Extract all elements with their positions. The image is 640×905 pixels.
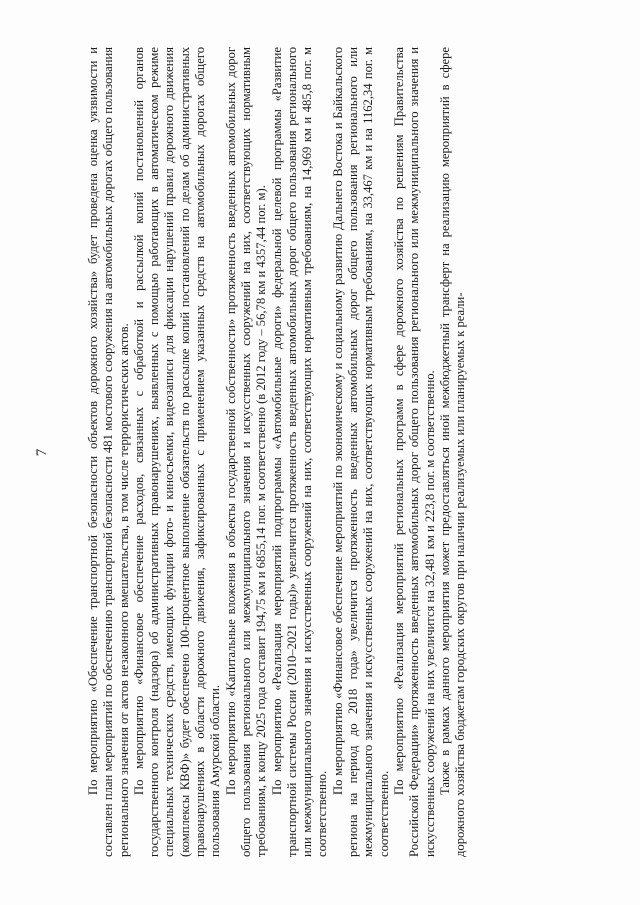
paragraph-far-east-development: По мероприятию «Финансовое обеспечение мероприятий по экономическому и социальному развитию Дальнего Востока и Байкальского региона на период до 2018 года» увеличится протяженность введенных автомобильных дорог общего пользования регионального или межмуниципального значения и искусственных сооружений на них, соответствующих нормативным требованиям, на 33,467 км и на 1162,34 пог. м соответственно.: [330, 47, 391, 857]
paragraph-transport-security: По мероприятию «Обеспечение транспортной безопасности объектов дорожного хозяйства» будет проведена оценка уязвимости и составлен план мероприятий по обеспечению транспортной безопасности 481 мостового сооружения на автомобильных дорогах общего пользования регионального значения от актов незаконного вмешательства, в том числе террористических актов.: [86, 47, 131, 857]
page-number: 7: [34, 448, 50, 457]
paragraph-regional-programs: По мероприятию «Реализация мероприятий региональных программ в сфере дорожного хозяйства по решениям Правительства Российской Федерации» протяженность введенных автомобильных дорог общего пользования регионального или межмуниципального значения и искусственных сооружений на них увеличится на 32,481 км и 223,8 пог. м соответственно.: [391, 47, 437, 857]
paragraph-capital-investments: По мероприятию «Капитальные вложения в объекты государственной собственности» протяженность введенных автомобильных дорог общего пользования регионального или межмуниципального значения и искусственных сооружений на них, соответствующих нормативным требованиям, к концу 2025 года составит 194,75 км и 6855,14 пог. м соответственно (в 2012 году – 56,78 км и 4357,44 пог. м).: [223, 47, 269, 857]
document-body: [86, 47, 468, 857]
paragraph-kvf-financing: По мероприятию «Финансовое обеспечение расходов, связанных с обработкой и рассылкой копий постановлений органов государственного контроля (надзора) об административных правонарушениях, выявленных с помощью работающих в автоматическом режиме специальных технических средств, имеющих функции фото- и киносъемки, видеозаписи для фиксации нарушений правил дорожного движения (комплексы КВФ)» будет обеспечено 100-процентное выполнение обязательств по рассылке копий постановлений по делам об административных правонарушениях в области дорожного движения, зафиксированных с применением указанных средств на автомобильных дорогах общего пользования Амурской области.: [131, 47, 223, 857]
paragraph-interbudget-transfer: Также в рамках данного мероприятия может предоставляться иной межбюджетный трансферт на реализацию мероприятий в сфере дорожного хозяйства бюджетам городских округов при наличии реализуемых или планируемых к реали-: [437, 47, 468, 857]
paragraph-federal-program-roads: По мероприятию «Реализация мероприятий подпрограммы «Автомобильные дороги» федеральной целевой программы «Развитие транспортной системы России (2010–2021 годы)» увеличится протяженность введенных автомобильных дорог общего пользования регионального или межмуниципального значения и искусственных сооружений на них, соответствующих нормативным требованиям, на 14,969 км и 485,8 пог. м соответственно.: [269, 47, 330, 857]
